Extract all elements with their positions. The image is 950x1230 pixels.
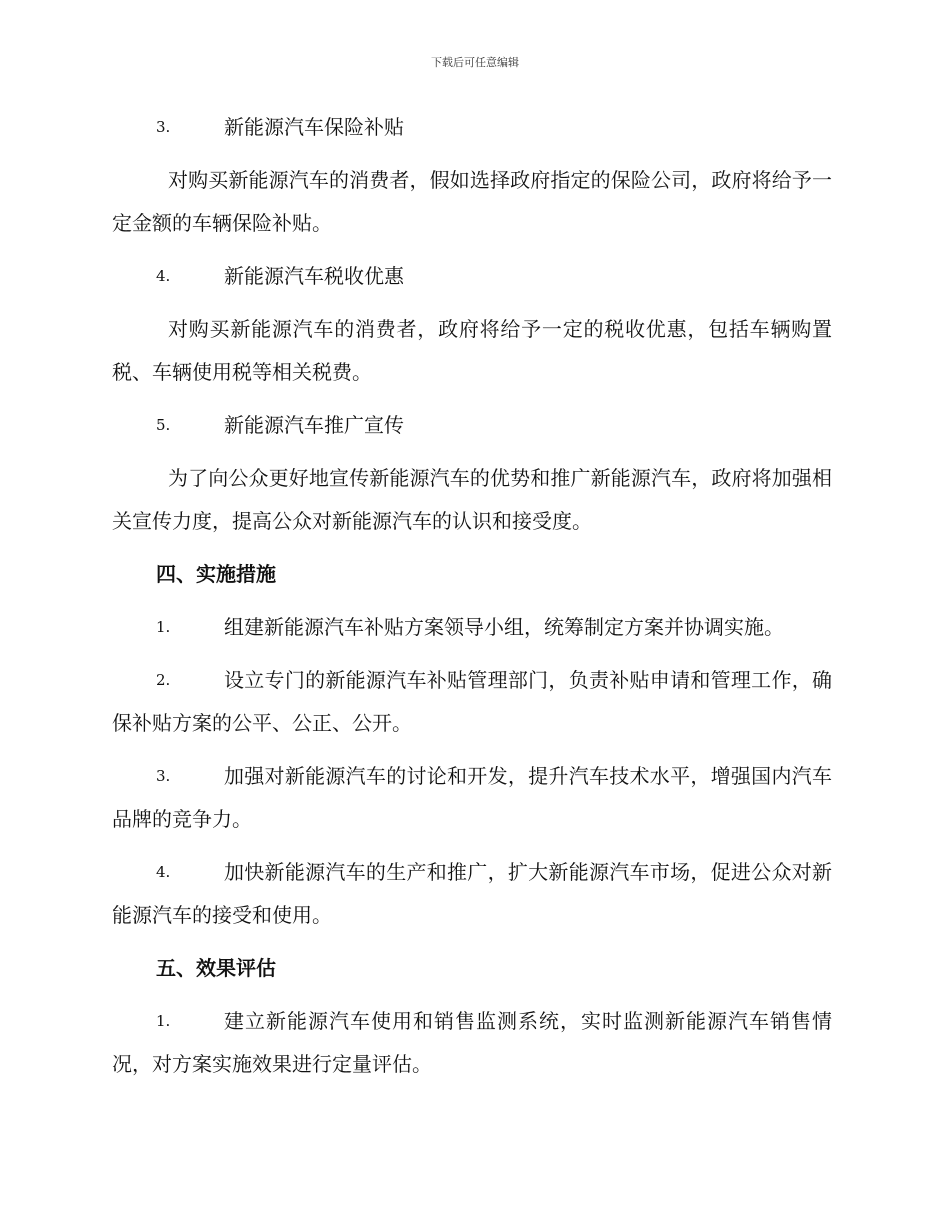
page-header: 下载后可任意编辑 — [431, 56, 519, 69]
section-heading: 四、实施措施 — [156, 562, 276, 586]
list-item — [112, 1000, 832, 1086]
list-item-number: 4. — [156, 267, 171, 285]
list-item-number: 2. — [156, 671, 171, 689]
list-item-text: 建立新能源汽车使用和销售监测系统，实时监测新能源汽车销售情况，对方案实施效果进行定量评估。 — [112, 1009, 832, 1076]
list-item-text: 新能源汽车税收优惠 — [224, 264, 404, 288]
list-item-text: 新能源汽车保险补贴 — [224, 115, 404, 139]
document-body — [112, 106, 832, 1096]
section-heading: 五、效果评估 — [156, 956, 276, 980]
list-item — [112, 606, 832, 649]
list-item-number: 5. — [156, 416, 171, 434]
list-item-text: 设立专门的新能源汽车补贴管理部门，负责补贴申请和管理工作，确保补贴方案的公平、公正、公开。 — [112, 668, 832, 735]
list-item — [112, 659, 832, 745]
list-item — [112, 255, 832, 298]
paragraph: 对购买新能源汽车的消费者，政府将给予一定的税收优惠，包括车辆购置税、车辆使用税等相关税费。 — [112, 317, 832, 384]
list-item — [112, 106, 832, 149]
list-item-number: 3. — [156, 767, 171, 785]
paragraph: 为了向公众更好地宣传新能源汽车的优势和推广新能源汽车，政府将加强相关宣传力度，提高公众对新能源汽车的认识和接受度。 — [112, 466, 832, 533]
list-item — [112, 404, 832, 447]
list-item-number: 1. — [156, 1012, 171, 1030]
list-item-text: 组建新能源汽车补贴方案领导小组，统筹制定方案并协调实施。 — [224, 615, 784, 639]
list-item-number: 4. — [156, 863, 171, 881]
list-item — [112, 851, 832, 937]
list-item-text: 加快新能源汽车的生产和推广，扩大新能源汽车市场，促进公众对新能源汽车的接受和使用。 — [112, 860, 832, 927]
paragraph: 对购买新能源汽车的消费者，假如选择政府指定的保险公司，政府将给予一定金额的车辆保险补贴。 — [112, 168, 832, 235]
list-item-text: 加强对新能源汽车的讨论和开发，提升汽车技术水平，增强国内汽车品牌的竞争力。 — [112, 764, 832, 831]
list-item-number: 1. — [156, 618, 171, 636]
list-item-text: 新能源汽车推广宣传 — [224, 413, 404, 437]
list-item-number: 3. — [156, 118, 171, 136]
list-item — [112, 755, 832, 841]
